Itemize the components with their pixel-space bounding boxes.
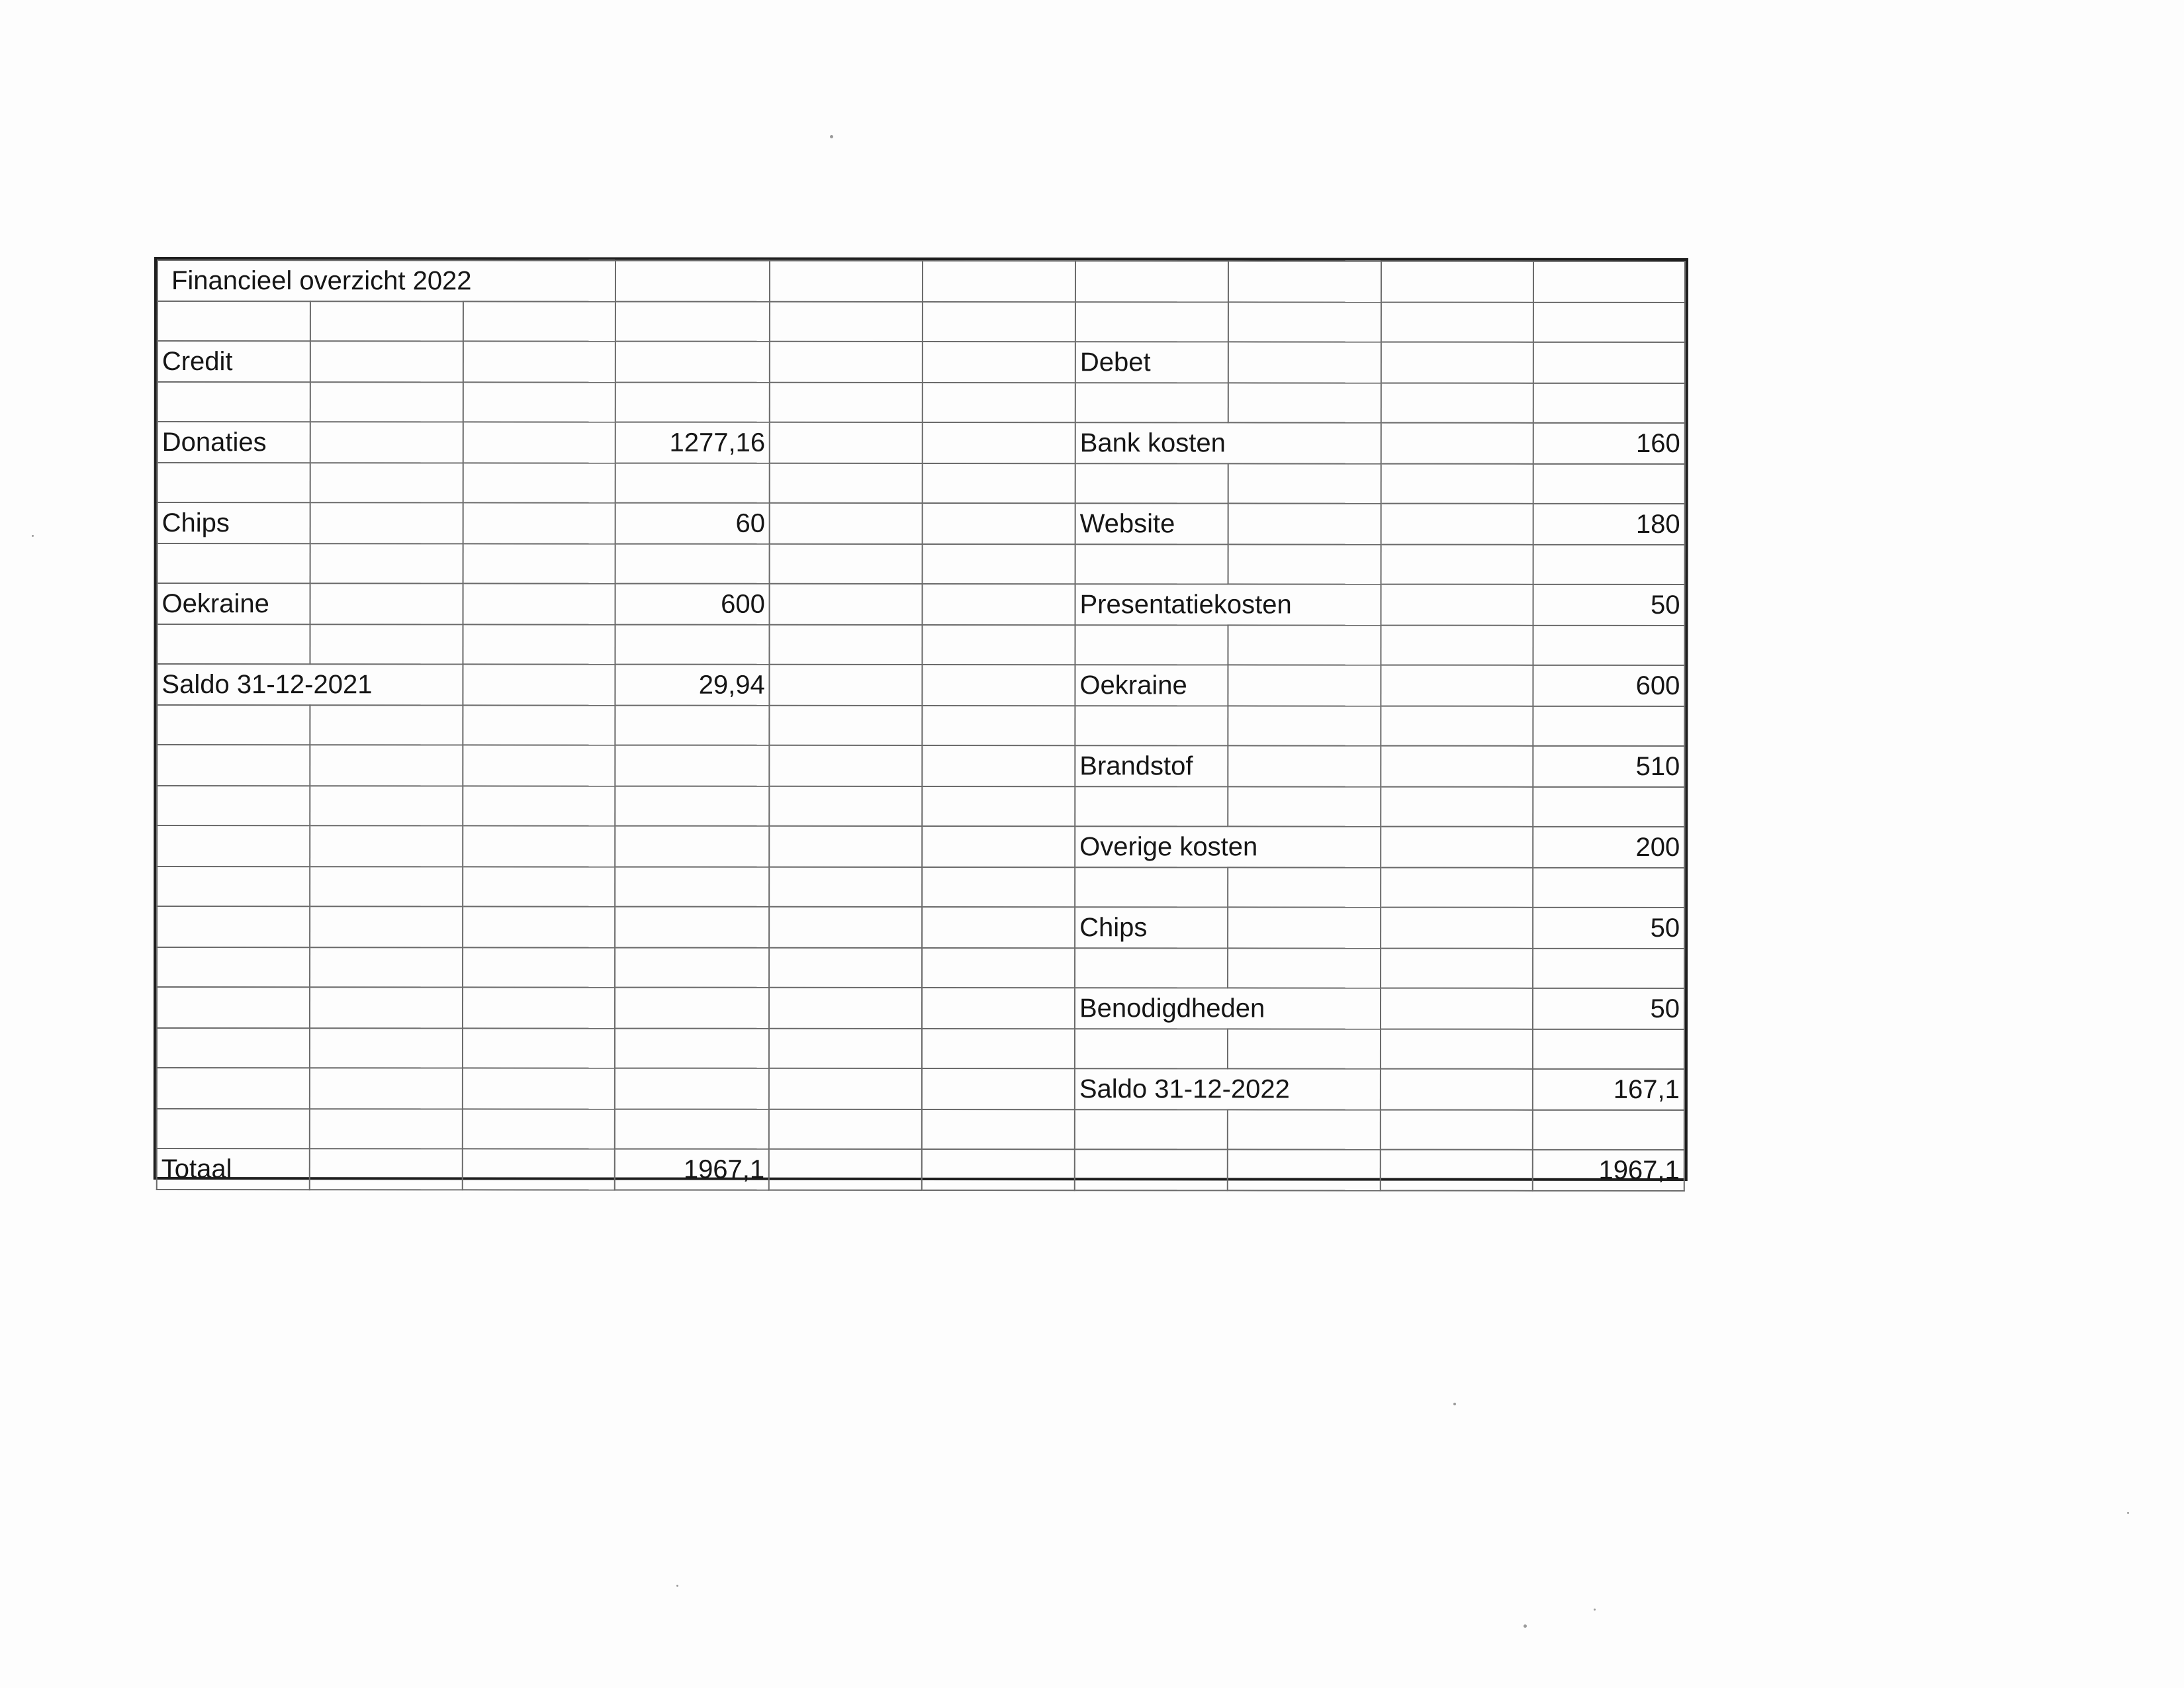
- empty-cell: [923, 584, 1075, 625]
- debet-total-amount: 1967,1: [1533, 1150, 1684, 1191]
- empty-cell: [157, 786, 310, 825]
- empty-cell: [770, 665, 923, 706]
- empty-cell: [310, 745, 463, 786]
- empty-cell: [770, 867, 923, 907]
- scan-speck: [1453, 1403, 1456, 1405]
- empty-cell: [1381, 261, 1534, 303]
- empty-cell: [463, 1028, 615, 1068]
- financial-overview-table: [156, 259, 1686, 1192]
- empty-cell: [1075, 625, 1228, 665]
- empty-cell: [1228, 302, 1381, 342]
- empty-cell: [310, 301, 463, 341]
- empty-cell: [770, 786, 923, 826]
- empty-cell: [1533, 1110, 1684, 1150]
- empty-cell: [923, 706, 1075, 745]
- empty-cell: [1075, 867, 1228, 907]
- empty-cell: [1228, 625, 1381, 665]
- debet-item-label: Chips: [1075, 907, 1228, 948]
- empty-cell: [770, 503, 923, 544]
- empty-cell: [310, 1149, 463, 1190]
- empty-cell: [157, 1068, 310, 1109]
- empty-cell: [1228, 745, 1381, 786]
- credit-item-label: Oekraine: [158, 583, 310, 624]
- empty-cell: [1228, 463, 1381, 503]
- empty-cell: [1075, 1109, 1228, 1149]
- empty-cell: [1228, 1149, 1381, 1190]
- empty-cell: [463, 624, 615, 664]
- empty-cell: [310, 1068, 463, 1109]
- empty-cell: [922, 826, 1075, 867]
- empty-cell: [770, 584, 923, 625]
- credit-item-amount: 1277,16: [615, 422, 770, 463]
- empty-cell: [769, 988, 922, 1029]
- empty-cell: [1380, 1110, 1533, 1150]
- debet-item-label: Website: [1075, 503, 1228, 544]
- empty-cell: [923, 625, 1075, 665]
- financial-overview-sheet: [154, 257, 1688, 1186]
- empty-cell: [310, 705, 463, 745]
- empty-cell: [1228, 665, 1381, 706]
- scan-speck: [830, 135, 833, 138]
- empty-cell: [1381, 868, 1533, 908]
- empty-cell: [615, 1029, 769, 1068]
- credit-item-label: Saldo 31-12-2021: [157, 664, 463, 705]
- empty-cell: [615, 1109, 769, 1149]
- empty-cell: [1381, 464, 1533, 504]
- empty-cell: [615, 826, 770, 867]
- empty-cell: [157, 825, 310, 867]
- empty-cell: [1228, 503, 1381, 544]
- empty-cell: [923, 383, 1075, 422]
- debet-item-label: Bank kosten: [1075, 422, 1381, 463]
- empty-cell: [922, 907, 1075, 948]
- empty-cell: [157, 1028, 310, 1068]
- scan-speck: [676, 1585, 678, 1587]
- debet-item-amount: 600: [1533, 665, 1685, 706]
- empty-cell: [1075, 463, 1228, 503]
- empty-cell: [1228, 867, 1381, 907]
- empty-cell: [157, 705, 310, 745]
- empty-cell: [770, 342, 923, 383]
- empty-cell: [923, 302, 1075, 342]
- empty-cell: [615, 907, 769, 948]
- empty-cell: [769, 1109, 922, 1149]
- debet-item-amount: 180: [1533, 504, 1685, 545]
- empty-cell: [310, 1028, 463, 1068]
- empty-cell: [922, 988, 1075, 1029]
- debet-item-amount: 50: [1533, 585, 1685, 626]
- empty-cell: [615, 544, 770, 584]
- empty-cell: [615, 261, 770, 302]
- empty-cell: [923, 503, 1075, 544]
- empty-cell: [310, 867, 463, 906]
- empty-cell: [1533, 342, 1685, 383]
- empty-cell: [1075, 948, 1228, 988]
- empty-cell: [157, 987, 310, 1028]
- empty-cell: [1228, 786, 1381, 826]
- empty-cell: [462, 1068, 615, 1109]
- empty-cell: [1075, 706, 1228, 745]
- empty-cell: [462, 1109, 615, 1149]
- debet-item-label: Presentatiekosten: [1075, 584, 1381, 625]
- empty-cell: [310, 382, 463, 422]
- empty-cell: [770, 544, 923, 584]
- credit-item-label: Chips: [158, 502, 310, 543]
- scan-speck: [1594, 1609, 1596, 1611]
- empty-cell: [157, 947, 310, 987]
- empty-cell: [615, 342, 770, 383]
- debet-item-amount: 167,1: [1533, 1069, 1684, 1110]
- empty-cell: [463, 705, 615, 745]
- empty-cell: [1381, 988, 1533, 1029]
- empty-cell: [922, 786, 1075, 826]
- empty-cell: [769, 1029, 922, 1068]
- debet-item-amount: 50: [1533, 908, 1684, 949]
- empty-cell: [1381, 585, 1533, 626]
- empty-cell: [1381, 908, 1533, 949]
- empty-cell: [923, 342, 1075, 383]
- empty-cell: [770, 625, 923, 665]
- empty-cell: [310, 947, 463, 987]
- empty-cell: [310, 1109, 463, 1149]
- debet-item-label: Benodigdheden: [1075, 988, 1381, 1029]
- debet-item-label: Saldo 31-12-2022: [1075, 1068, 1381, 1109]
- credit-heading: Credit: [158, 341, 310, 382]
- empty-cell: [310, 624, 463, 664]
- empty-cell: [1228, 383, 1381, 422]
- empty-cell: [310, 502, 463, 543]
- empty-cell: [310, 906, 463, 947]
- empty-cell: [922, 1109, 1075, 1149]
- empty-cell: [1380, 1069, 1533, 1110]
- empty-cell: [463, 664, 615, 705]
- empty-cell: [769, 1149, 922, 1190]
- empty-cell: [1228, 1029, 1381, 1068]
- empty-cell: [157, 745, 310, 786]
- empty-cell: [463, 301, 615, 341]
- empty-cell: [1381, 706, 1533, 746]
- empty-cell: [1075, 261, 1228, 302]
- empty-cell: [769, 1068, 922, 1109]
- empty-cell: [1381, 949, 1533, 988]
- empty-cell: [1533, 303, 1685, 342]
- empty-cell: [1228, 261, 1381, 302]
- empty-cell: [615, 302, 770, 342]
- empty-cell: [615, 383, 770, 422]
- empty-cell: [310, 543, 463, 583]
- credit-item-amount: 60: [615, 503, 770, 544]
- empty-cell: [463, 463, 615, 502]
- debet-item-amount: 160: [1533, 423, 1685, 464]
- empty-cell: [157, 624, 310, 664]
- empty-cell: [923, 665, 1075, 706]
- empty-cell: [1533, 949, 1684, 988]
- empty-cell: [463, 825, 615, 867]
- empty-cell: [923, 422, 1075, 463]
- empty-cell: [923, 544, 1075, 584]
- scan-speck: [2127, 1512, 2129, 1514]
- empty-cell: [310, 583, 463, 624]
- empty-cell: [1381, 827, 1533, 868]
- empty-cell: [1381, 665, 1533, 706]
- empty-cell: [1228, 342, 1381, 383]
- empty-cell: [1533, 261, 1685, 303]
- empty-cell: [770, 422, 923, 463]
- empty-cell: [463, 786, 615, 825]
- empty-cell: [615, 867, 770, 907]
- empty-cell: [1381, 504, 1533, 545]
- empty-cell: [1533, 787, 1685, 827]
- credit-total-amount: 1967,1: [615, 1149, 769, 1190]
- empty-cell: [463, 583, 615, 624]
- empty-cell: [615, 745, 770, 786]
- credit-total-label: Totaal: [157, 1149, 310, 1190]
- empty-cell: [1228, 948, 1381, 988]
- empty-cell: [157, 867, 310, 906]
- empty-cell: [1075, 544, 1228, 584]
- empty-cell: [1228, 706, 1381, 745]
- empty-cell: [1533, 545, 1685, 585]
- credit-item-label: Donaties: [158, 422, 310, 463]
- empty-cell: [922, 1068, 1075, 1109]
- empty-cell: [923, 463, 1075, 503]
- empty-cell: [1075, 786, 1228, 826]
- empty-cell: [463, 987, 615, 1028]
- credit-item-amount: 29,94: [615, 665, 770, 706]
- empty-cell: [1533, 626, 1685, 665]
- empty-cell: [1075, 383, 1228, 422]
- empty-cell: [463, 422, 615, 463]
- empty-cell: [1533, 464, 1685, 504]
- empty-cell: [1381, 342, 1533, 383]
- empty-cell: [1381, 626, 1533, 665]
- empty-cell: [770, 383, 923, 422]
- empty-cell: [615, 948, 769, 988]
- empty-cell: [770, 745, 923, 786]
- empty-cell: [310, 825, 463, 867]
- empty-cell: [463, 867, 615, 906]
- empty-cell: [1075, 1149, 1228, 1190]
- debet-item-label: Overige kosten: [1075, 826, 1381, 867]
- empty-cell: [310, 341, 463, 382]
- empty-cell: [615, 706, 770, 745]
- empty-cell: [1381, 545, 1533, 585]
- empty-cell: [462, 1149, 615, 1190]
- scan-speck: [1524, 1624, 1527, 1628]
- empty-cell: [310, 422, 463, 463]
- empty-cell: [615, 1068, 769, 1109]
- empty-cell: [1533, 383, 1685, 423]
- empty-cell: [615, 463, 770, 503]
- empty-cell: [615, 625, 770, 665]
- empty-cell: [923, 261, 1075, 302]
- empty-cell: [463, 745, 615, 786]
- empty-cell: [770, 261, 923, 302]
- empty-cell: [463, 947, 615, 987]
- empty-cell: [1381, 383, 1533, 423]
- debet-heading: Debet: [1075, 342, 1228, 383]
- empty-cell: [769, 907, 922, 948]
- empty-cell: [769, 948, 922, 988]
- empty-cell: [922, 1149, 1075, 1190]
- empty-cell: [463, 906, 615, 947]
- empty-cell: [1533, 868, 1685, 908]
- empty-cell: [463, 543, 615, 583]
- empty-cell: [1381, 303, 1533, 342]
- empty-cell: [310, 463, 463, 502]
- empty-cell: [922, 948, 1075, 988]
- empty-cell: [1075, 1029, 1228, 1068]
- empty-cell: [463, 341, 615, 382]
- empty-cell: [1228, 1109, 1381, 1149]
- empty-cell: [1381, 746, 1533, 787]
- empty-cell: [1533, 1029, 1684, 1069]
- empty-cell: [157, 906, 310, 947]
- debet-item-amount: 50: [1533, 988, 1684, 1029]
- empty-cell: [1228, 907, 1381, 948]
- empty-cell: [310, 987, 463, 1028]
- empty-cell: [1380, 1150, 1533, 1191]
- empty-cell: [922, 867, 1075, 907]
- empty-cell: [1381, 787, 1533, 827]
- empty-cell: [770, 826, 923, 867]
- empty-cell: [310, 786, 463, 825]
- empty-cell: [158, 463, 310, 502]
- empty-cell: [922, 1029, 1075, 1068]
- empty-cell: [158, 543, 310, 583]
- empty-cell: [158, 382, 310, 422]
- empty-cell: [1380, 1029, 1533, 1069]
- empty-cell: [770, 706, 923, 745]
- empty-cell: [1381, 423, 1533, 464]
- empty-cell: [158, 301, 310, 341]
- debet-item-label: Oekraine: [1075, 665, 1228, 706]
- debet-item-amount: 510: [1533, 746, 1685, 787]
- scan-speck: [32, 535, 34, 537]
- debet-item-label: Brandstof: [1075, 745, 1228, 786]
- empty-cell: [1228, 544, 1381, 584]
- sheet-title: Financieel overzicht 2022: [158, 260, 615, 302]
- empty-cell: [770, 302, 923, 342]
- empty-cell: [463, 502, 615, 543]
- debet-item-amount: 200: [1533, 827, 1685, 868]
- empty-cell: [157, 1109, 310, 1149]
- empty-cell: [615, 988, 769, 1029]
- credit-item-amount: 600: [615, 584, 770, 625]
- empty-cell: [615, 786, 770, 826]
- empty-cell: [1075, 302, 1228, 342]
- empty-cell: [463, 382, 615, 422]
- empty-cell: [1533, 706, 1685, 746]
- empty-cell: [922, 745, 1075, 786]
- empty-cell: [770, 463, 923, 503]
